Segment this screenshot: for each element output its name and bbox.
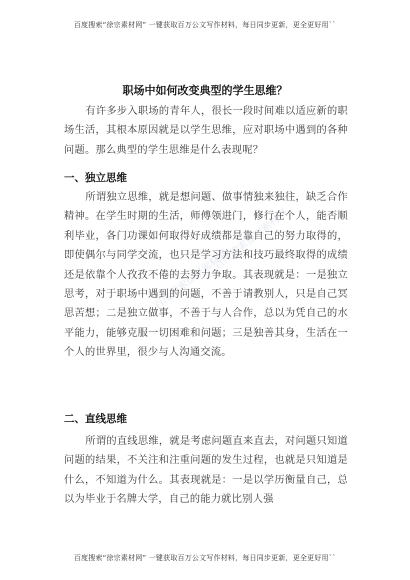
section-heading-2: 二、直线思维 (64, 413, 127, 425)
section-heading-1: 一、独立思维 (64, 172, 127, 184)
page-header: 百度搜索“徐宗素材网” 一键获取百万公文写作材料，每日同步更新，更全更好用`` (73, 21, 337, 29)
intro-paragraph (64, 102, 348, 160)
page-footer: 百度搜索“徐宗素材网” 一键获取百万公文写作材料，每日同步更新，更全更好用`` (73, 554, 337, 562)
section-2-text: 所谓的直线思维，就是考虑问题直来直去，对问题只知道问题的结果，不关注和注重问题的发生过程，也就是只知道是什么，不知道为什么。其表现就是：一是以学历衡量自己，总以为毕业于名牌大学，自己的能力就比别人强 (64, 436, 348, 506)
watermark: 百度搜索徐宗素材网 (152, 247, 231, 312)
intro-text: 有许多步入职场的青年人，很长一段时间难以适应新的职场生活，其根本原因就是以学生思维，应对职场中遇到的各种问题。那么典型的学生思维是什么表现呢？ (64, 106, 348, 156)
section-1-body (64, 188, 348, 363)
document-title: 职场中如何改变典型的学生思维？ (122, 84, 288, 97)
section-2-body (64, 432, 348, 510)
watermark: 百度搜索徐宗素材网 (212, 207, 291, 272)
section-1-text: 所谓独立思维，就是想问题、做事情独来独往，缺乏合作精神。在学生时期的生活，师傅领进门，修行在个人，能否顺利毕业，各门功课如何取得好成绩都是靠自己的努力取得的，即使偶尔与同学交流，也只是学习方法和技巧最终取得的成绩还是依靠个人孜孜不倦的去努力争取。其表现就是：一是独立思考，对于职场中遇到的问题，不善于请教别人，只是自己冥思苦想；二是独立做事，不善于与人合作，总以为凭自己的水平能力，能够克服一切困难和问题；三是独善其身，生活在一个人的世界里，很少与人沟通交流。 (64, 192, 348, 359)
